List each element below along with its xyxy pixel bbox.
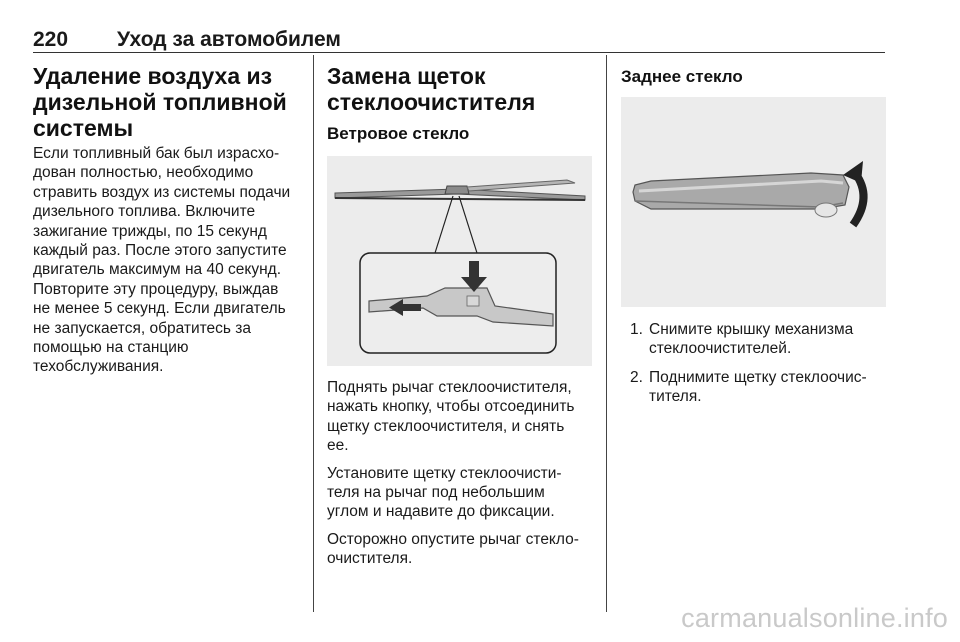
text-line: двигатель максимум на 40 секунд. <box>33 261 282 279</box>
wiper-para-2 <box>327 464 597 522</box>
step-item <box>621 368 891 407</box>
heading-line: Замена щеток <box>327 63 486 89</box>
text-line: зажигание трижды, по 15 секунд <box>33 222 267 240</box>
text-line: дизельного топлива. Включите <box>33 203 256 221</box>
page-header <box>33 28 885 52</box>
text-line: углом и надавите до фиксации. <box>327 503 555 521</box>
text-line: помощью на станцию <box>33 339 189 357</box>
steps-list <box>621 320 891 407</box>
section-heading-wiper <box>327 63 597 115</box>
windscreen-wiper-illustration <box>327 156 592 366</box>
text-line: Снимите крышку механизма <box>649 321 854 338</box>
wiper-para-1 <box>327 378 597 456</box>
text-line: очистителя. <box>327 550 413 568</box>
rear-wiper-arm-icon <box>621 97 886 307</box>
column-rear-window <box>621 66 891 88</box>
running-title: Уход за автомобилем <box>117 28 341 51</box>
text-line: стеклоочистителей. <box>649 340 792 358</box>
subheading-rear-window: Заднее стекло <box>621 67 743 86</box>
heading-line: дизельной топливной <box>33 89 287 115</box>
text-line: Повторите эту процедуру, выждав <box>33 280 279 298</box>
section-heading-air-bleed <box>33 63 303 141</box>
step-number: 1. <box>630 321 643 338</box>
heading-line: системы <box>33 115 134 141</box>
wiper-release-icon <box>327 156 592 366</box>
step-number: 2. <box>630 368 643 386</box>
header-rule <box>33 52 885 53</box>
step-item <box>621 320 891 359</box>
text-line: теля на рычаг под небольшим <box>327 484 545 502</box>
text-line: Если топливный бак был израсхо- <box>33 145 280 162</box>
wiper-instructions <box>327 378 597 569</box>
heading-line: стеклоочистителя <box>327 89 536 115</box>
air-bleed-paragraph <box>33 144 303 377</box>
text-line: дован полностью, необходимо <box>33 164 254 182</box>
text-line: Осторожно опустите рычаг стекло- <box>327 530 579 548</box>
text-line: Поднять рычаг стеклоочистителя, <box>327 379 572 396</box>
column-divider-2 <box>606 55 607 612</box>
text-line: нажать кнопку, чтобы отсоединить <box>327 398 575 416</box>
text-line: не запускается, обратитесь за <box>33 319 252 337</box>
text-line: не менее 5 секунд. Если двигатель <box>33 300 286 318</box>
watermark: carmanualsonline.info <box>681 603 948 633</box>
column-wiper-replacement <box>327 63 597 145</box>
column-air-bleed <box>33 63 303 377</box>
text-line: ее. <box>327 437 349 455</box>
rear-wiper-illustration <box>621 97 886 307</box>
wiper-para-3 <box>327 530 597 569</box>
rear-wiper-steps <box>621 320 891 416</box>
heading-line: Удаление воздуха из <box>33 63 273 89</box>
text-line: Установите щетку стеклоочисти- <box>327 464 562 482</box>
text-line: щетку стеклоочистителя, и снять <box>327 417 565 435</box>
text-line: техобслуживания. <box>33 358 164 376</box>
text-line: тителя. <box>649 388 702 406</box>
column-divider-1 <box>313 55 314 612</box>
text-line: Поднимите щетку стеклоочис- <box>649 368 867 386</box>
subheading-windscreen: Ветровое стекло <box>327 124 470 143</box>
page-number: 220 <box>33 28 69 51</box>
text-line: каждый раз. После этого запустите <box>33 242 287 260</box>
text-line: стравить воздух из системы подачи <box>33 183 291 201</box>
